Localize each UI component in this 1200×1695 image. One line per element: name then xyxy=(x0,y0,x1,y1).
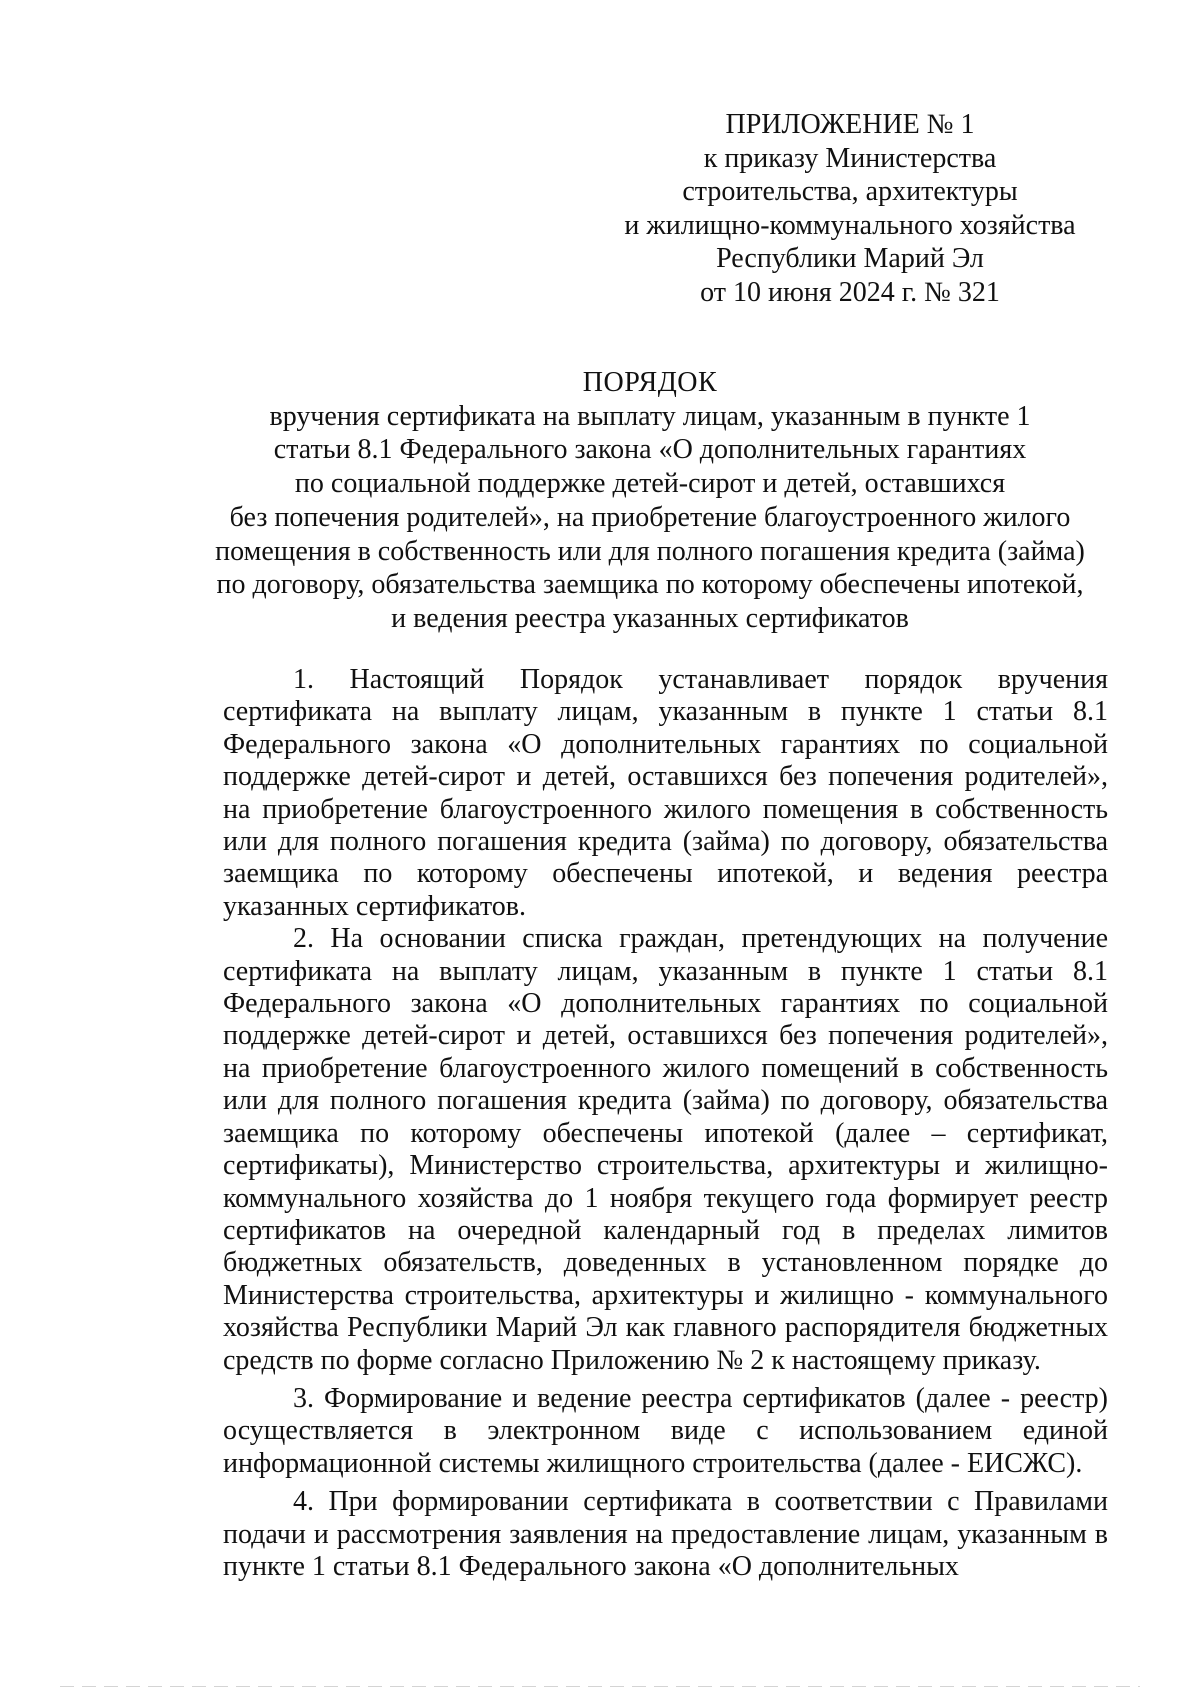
document-subtitle-line: без попечения родителей», на приобретение благоустроенного жилого xyxy=(229,501,1071,533)
paragraph-3: 3. Формирование и ведение реестра сертификатов (далее - реестр) осуществляется в электронном виде с использованием единой информационной системы жилищного строительства (далее - ЕИСЖС). xyxy=(223,1382,1108,1479)
document-subtitle-line: по договору, обязательства заемщика по которому обеспечены ипотекой, xyxy=(216,569,1084,601)
document-subtitle-line: по социальной поддержке детей-сирот и детей, оставшихся xyxy=(294,468,1006,500)
document-title: ПОРЯДОК xyxy=(582,367,718,398)
appendix-header xyxy=(600,108,1100,309)
document-subtitle-line: помещения в собственность или для полного погашения кредита (займа) xyxy=(215,535,1085,567)
paragraph-4: 4. При формировании сертификата в соответствии с Правилами подачи и рассмотрения заявления на предоставление лицам, указанным в пункте 1 статьи 8.1 Федерального закона «О дополнительных xyxy=(223,1486,1108,1582)
document-body xyxy=(223,664,1108,1583)
document-subtitle-line: вручения сертификата на выплату лицам, указанным в пункте 1 xyxy=(269,400,1031,432)
document-subtitle-line: статьи 8.1 Федерального закона «О дополнительных гарантиях xyxy=(273,434,1027,466)
appendix-number: ПРИЛОЖЕНИЕ № 1 xyxy=(725,109,975,140)
order-date-number: от 10 июня 2024 г. № 321 xyxy=(700,276,1000,308)
appendix-line: к приказу Министерства xyxy=(703,142,997,174)
document-title-block xyxy=(200,366,1100,636)
appendix-line: и жилищно-коммунального хозяйства xyxy=(624,209,1076,241)
appendix-line: строительства, архитектуры xyxy=(682,176,1018,207)
paragraph-1: 1. Настоящий Порядок устанавливает порядок вручения сертификата на выплату лицам, указанным в пункте 1 статьи 8.1 Федерального закона «О дополнительных гарантиях по социальной поддержке детей-сирот и детей, оставшихся без попечения родителей», на приобретение благоустроенного жилого помещения в собственность или для полного погашения кредита (займа) по договору, обязательства заемщика по которому обеспечены ипотекой, и ведения реестра указанных сертификатов. xyxy=(223,664,1108,922)
paragraph-2: 2. На основании списка граждан, претендующих на получение сертификата на выплату лицам, указанным в пункте 1 статьи 8.1 Федерального закона «О дополнительных гарантиях по социальной поддержке детей-сирот и детей, оставшихся без попечения родителей», на приобретение благоустроенного жилого помещений в собственность или для полного погашения кредита (займа) по договору, обязательства заемщика по которому обеспечены ипотекой (далее – сертификат, сертификаты), Министерство строительства, архитектуры и жилищно-коммунального хозяйства до 1 ноября текущего года формирует реестр сертификатов на очередной календарный год в пределах лимитов бюджетных обязательств, доведенных в установленном порядке до Министерства строительства, архитектуры и жилищно - коммунального хозяйства Республики Марий Эл как главного распорядителя бюджетных средств по форме согласно Приложению № 2 к настоящему приказу. xyxy=(223,923,1108,1376)
scan-artifact-line xyxy=(60,1686,1140,1687)
appendix-line: Республики Марий Эл xyxy=(716,243,984,274)
document-subtitle-line: и ведения реестра указанных сертификатов xyxy=(391,602,909,634)
